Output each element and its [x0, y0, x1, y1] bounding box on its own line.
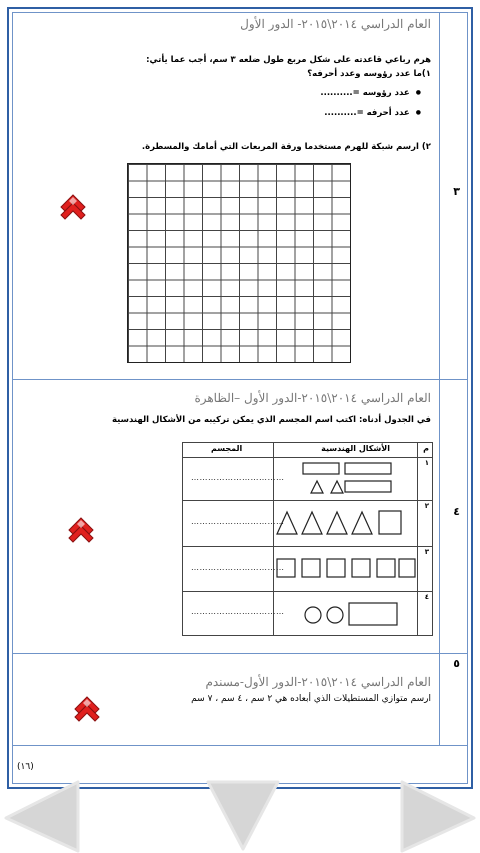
answer-edges: ● عدد أحرفه =.......... [324, 108, 421, 118]
row-number: ١ [424, 459, 429, 467]
square-grid-paper [127, 163, 351, 363]
logo-icon [65, 516, 97, 548]
answer-blank: …………………………… [191, 563, 285, 572]
number-column [439, 653, 467, 745]
table-row [183, 500, 432, 547]
question-text: ارسم متوازي المستطيلات الذي أبعاده هي ٢ سم ، ٤ سم ، ٧ سم [191, 694, 431, 704]
question-number: ٤ [453, 505, 460, 518]
exam-year-heading: العام الدراسي ٢٠١٤\٢٠١٥-الدور الأول –الظاهرة [194, 391, 431, 405]
table-header [183, 443, 432, 458]
answer-blank: …………………………… [191, 473, 285, 482]
left-arrow-icon[interactable] [0, 780, 86, 853]
exam-year-heading: العام الدراسي ٢٠١٤\٢٠١٥- الدور الأول [240, 17, 431, 31]
table-row [183, 591, 432, 635]
answer-blank: …………………………… [191, 517, 285, 526]
exam-year-heading: العام الدراسي ٢٠١٤\٢٠١٥-الدور الأول-مسندم [205, 675, 431, 689]
question-number: ٥ [453, 657, 460, 670]
right-arrow-icon[interactable] [394, 780, 480, 853]
number-column [439, 379, 467, 653]
row-3-shapes [275, 546, 417, 591]
row-4-shapes [275, 591, 417, 635]
logo-icon [57, 193, 89, 225]
header-number: م [423, 444, 429, 453]
number-column [439, 13, 467, 379]
worksheet-page [7, 7, 473, 789]
question-part-1: ١)ما عدد رؤوسه وعدد أحرفه؟ [307, 69, 431, 79]
logo-icon [71, 695, 103, 727]
row-number: ٣ [424, 548, 429, 556]
down-arrow-icon[interactable] [205, 779, 281, 853]
row-number: ٤ [424, 593, 429, 601]
question-instruction: في الجدول أدناه: اكتب اسم المجسم الذي يمكن تركيبه من الأشكال الهندسية [111, 415, 431, 425]
shapes-table [182, 442, 433, 636]
worksheet-table [12, 12, 468, 784]
table-row [183, 546, 432, 592]
header-solid: المجسم [211, 444, 243, 453]
question-number: ٣ [453, 185, 460, 198]
row-2-shapes [275, 500, 417, 546]
row-1-shapes [275, 457, 417, 500]
question-intro: هرم رباعي قاعدته على شكل مربع طول ضلعه ٣ سم، أجب عما يأتي: [146, 55, 431, 65]
answer-blank: …………………………… [191, 607, 285, 616]
page-number: (١٦) [17, 762, 34, 772]
header-shapes: الأشكال الهندسية [321, 444, 390, 453]
row-number: ٢ [424, 502, 429, 510]
table-row [183, 457, 432, 501]
question-part-2: ٢) ارسم شبكة للهرم مستخدما ورقة المربعات التي أمامك والمسطرة. [141, 142, 431, 152]
answer-vertices: ● عدد رؤوسه =.......... [320, 88, 421, 98]
